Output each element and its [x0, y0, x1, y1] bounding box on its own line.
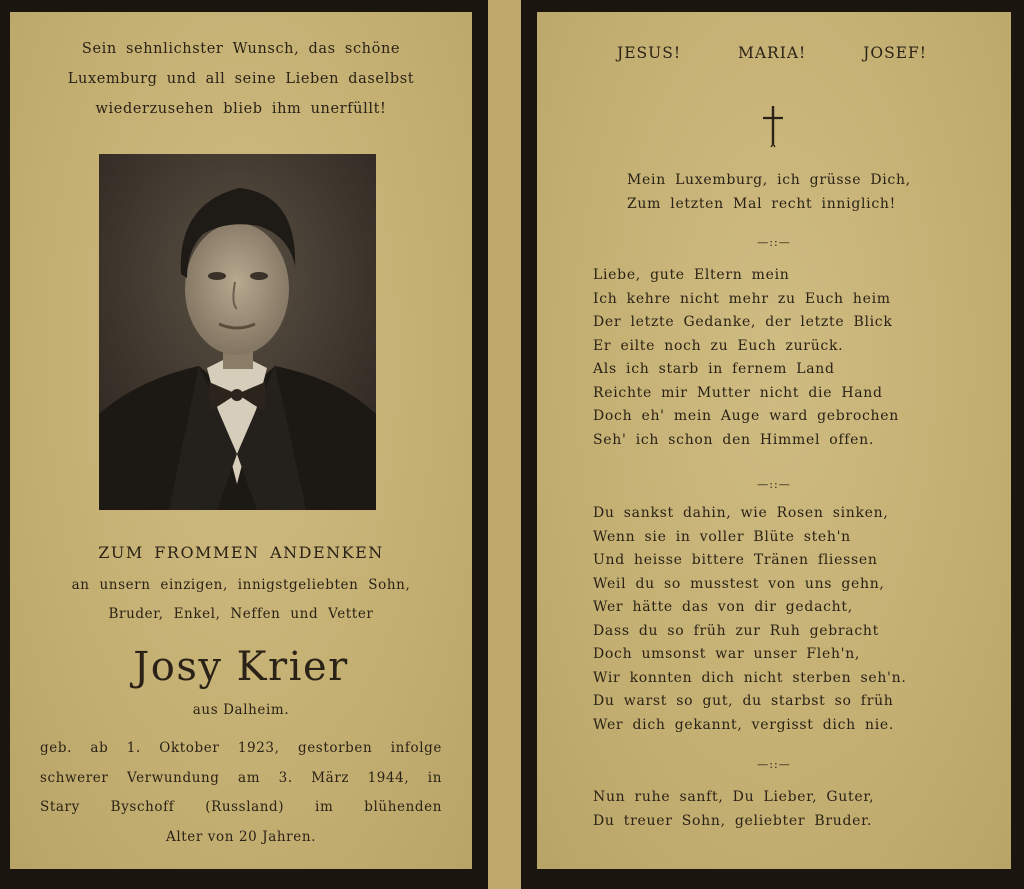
portrait-photo — [99, 154, 376, 510]
poem-line: Wer hätte das von dir gedacht, — [593, 599, 853, 615]
deceased-name: Josy Krier — [133, 644, 349, 690]
poem-line: Ich kehre nicht mehr zu Euch heim — [593, 290, 891, 307]
poem-line: Der letzte Gedanke, der letzte Blick — [593, 314, 893, 330]
invocation — [617, 44, 927, 62]
poem-line: Seh' ich schon den Himmel offen. — [593, 431, 875, 448]
poem-stanza-2 — [593, 505, 906, 740]
bio-line: schwerer Verwundung am 3. März 1944, in — [40, 769, 442, 786]
poem-line: Reichte mir Mutter nicht die Hand — [593, 384, 883, 401]
memorial-line: an unsern einzigen, innigstgeliebten Sohn, — [71, 577, 411, 593]
right-card — [521, 0, 1024, 889]
wish-line: Luxemburg und all seine Lieben daselbst — [67, 71, 415, 87]
stanza-divider: —::— — [757, 236, 791, 249]
poem-line: Wer dich gekannt, vergisst dich nie. — [593, 716, 895, 733]
invocation-jesus: JESUS! — [617, 44, 682, 62]
poem-line: Zum letzten Mal recht inniglich! — [627, 195, 896, 212]
poem-line: Liebe, gute Eltern mein — [593, 267, 790, 283]
poem-line: Wir konnten dich nicht sterben seh'n. — [593, 669, 907, 686]
portrait-image — [99, 154, 376, 510]
wish-line: wiederzusehen blieb ihm unerfüllt! — [95, 101, 387, 117]
poem-line: Nun ruhe sanft, Du Lieber, Guter, — [593, 789, 875, 805]
stanza-divider: —::— — [757, 758, 791, 771]
right-card-paper — [537, 12, 1011, 869]
card-gutter — [488, 0, 523, 889]
poem-line: Doch eh' mein Auge ward gebrochen — [593, 408, 899, 424]
invocation-josef: JOSEF! — [863, 44, 927, 62]
poem-line: Du warst so gut, du starbst so früh — [593, 693, 894, 709]
poem-stanza-3 — [593, 789, 874, 836]
poem-line: Weil du so musstest von uns gehn, — [593, 575, 885, 592]
origin-text: aus Dalheim. — [192, 702, 290, 718]
poem-stanza-1 — [593, 267, 899, 455]
poem-line: Dass du so früh zur Ruh gebracht — [593, 622, 879, 639]
bio-line: Stary Byschoff (Russland) im blühenden — [40, 799, 442, 815]
bio-line: Alter von 20 Jahren. — [165, 828, 317, 845]
poem-line: Du treuer Sohn, geliebter Bruder. — [593, 812, 873, 829]
left-card — [0, 0, 490, 889]
stanza-divider: —::— — [757, 478, 791, 491]
poem-line: Wenn sie in voller Blüte steh'n — [593, 528, 851, 545]
memorial-title: ZUM FROMMEN ANDENKEN — [98, 543, 384, 562]
poem-line: Als ich starb in fernem Land — [593, 361, 835, 377]
poem-stanza-0 — [627, 172, 911, 219]
invocation-maria: MARIA! — [737, 44, 807, 62]
bio-text — [40, 734, 442, 852]
poem-line: Doch umsonst war unser Fleh'n, — [593, 646, 861, 662]
bio-line: geb. ab 1. Oktober 1923, gestorben infolge — [40, 740, 442, 756]
poem-line: Du sankst dahin, wie Rosen sinken, — [593, 505, 889, 521]
wish-text — [10, 34, 472, 124]
left-card-paper — [10, 12, 472, 869]
memorial-line: Bruder, Enkel, Neffen und Vetter — [108, 606, 374, 622]
poem-line: Er eilte noch zu Euch zurück. — [593, 337, 844, 354]
poem-line: Mein Luxemburg, ich grüsse Dich, — [627, 172, 911, 188]
wish-line: Sein sehnlichster Wunsch, das schöne — [81, 41, 401, 57]
cross-icon — [759, 104, 787, 148]
poem-line: Und heisse bittere Tränen fliessen — [593, 552, 878, 568]
